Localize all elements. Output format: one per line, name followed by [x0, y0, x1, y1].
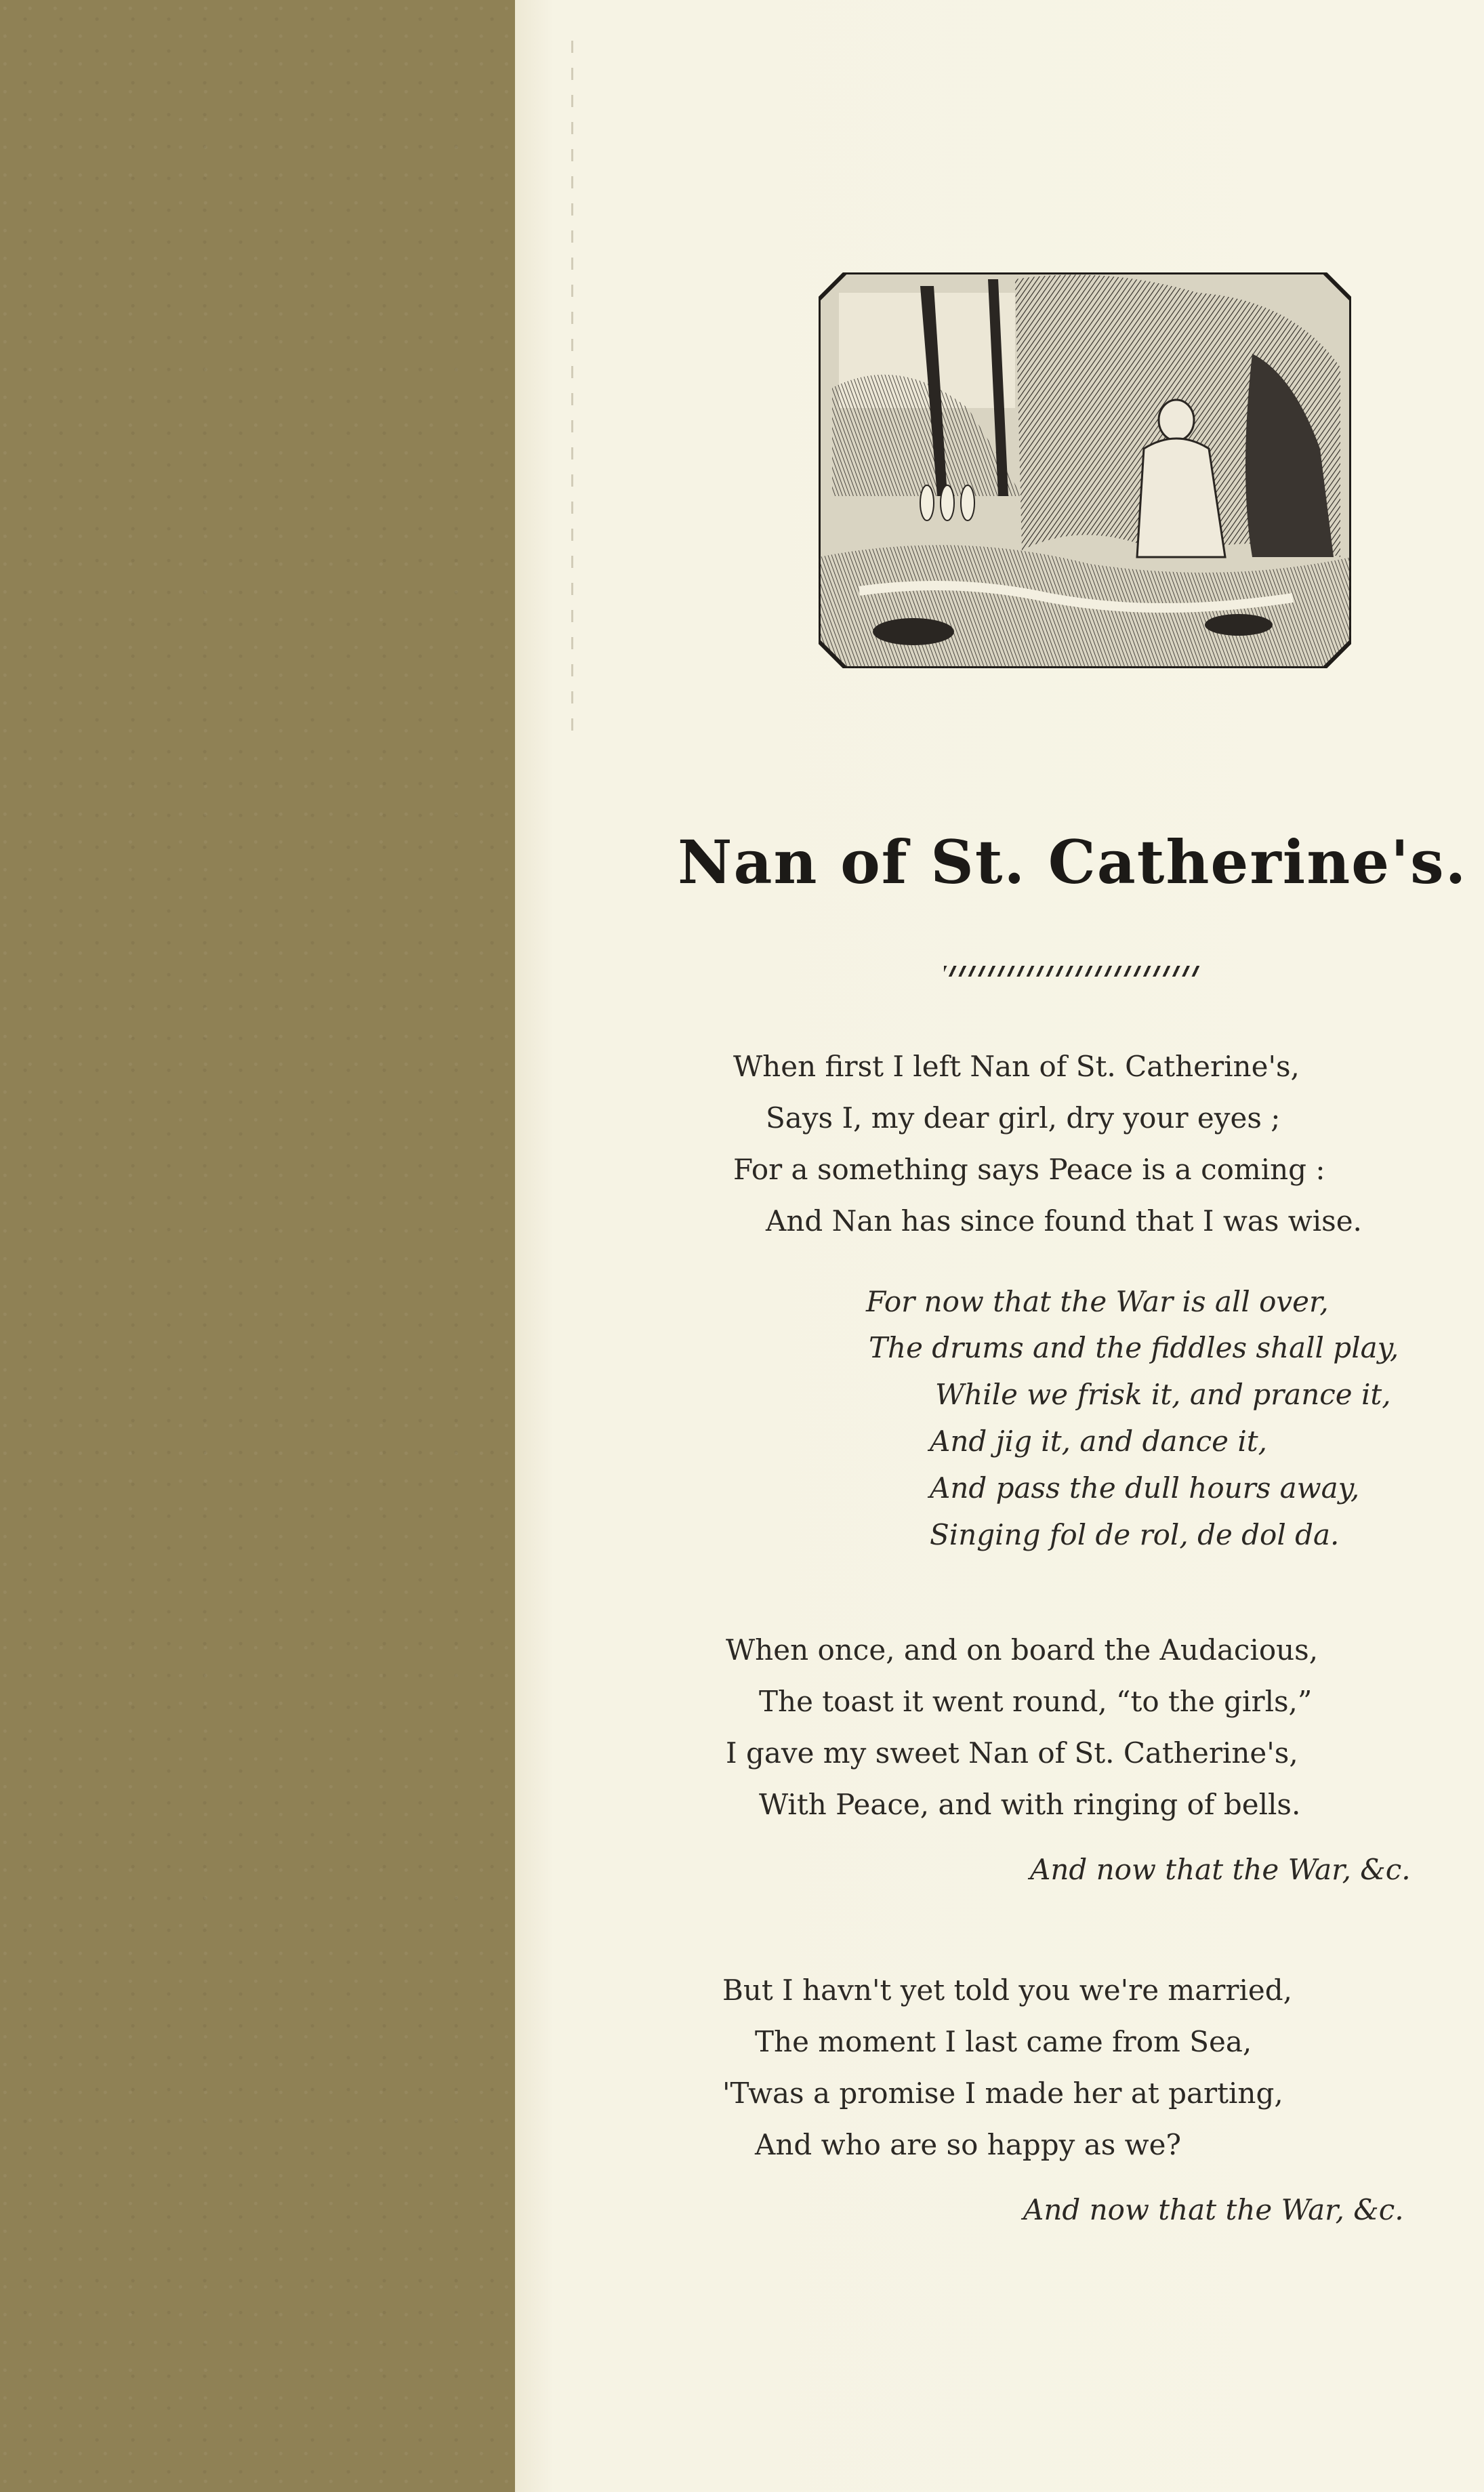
stanza2-line3: I gave my sweet Nan of St. Catherine's, [726, 1736, 1298, 1770]
title-divider [944, 966, 1201, 977]
stanza3-line3: 'Twas a promise I made her at parting, [722, 2077, 1283, 2110]
stanza1-line4: And Nan has since found that I was wise. [766, 1204, 1362, 1238]
chorus-line2: The drums and the fiddles shall play, [869, 1331, 1399, 1364]
stanza1-line2: Says I, my dear girl, dry your eyes ; [766, 1101, 1281, 1135]
stanza1-line1: When first I left Nan of St. Catherine's, [733, 1050, 1300, 1083]
poem-title: Nan of St. Catherine's. [678, 827, 1468, 897]
binding-gutter [571, 41, 573, 732]
woodcut-illustration [819, 272, 1351, 668]
stanza2-line4: With Peace, and with ringing of bells. [759, 1788, 1301, 1821]
refrain-1: And now that the War, &c. [1030, 1853, 1411, 1886]
stanza3-line2: The moment I last came from Sea, [755, 2025, 1252, 2058]
stanza3-line1: But I havn't yet told you we're married, [722, 1974, 1292, 2007]
chorus-line3: While we frisk it, and prance it, [935, 1378, 1391, 1411]
refrain-2: And now that the War, &c. [1023, 2193, 1404, 2226]
stanza2-line1: When once, and on board the Audacious, [726, 1633, 1319, 1667]
chorus-line5: And pass the dull hours away, [930, 1471, 1360, 1505]
cover-board [0, 0, 515, 2492]
chorus-line1: For now that the War is all over, [866, 1285, 1329, 1318]
stanza3-line4: And who are so happy as we? [755, 2128, 1181, 2161]
chorus-line4: And jig it, and dance it, [930, 1425, 1268, 1458]
chorus-line6: Singing fol de rol, de dol da. [930, 1518, 1340, 1551]
stanza1-line3: For a something says Peace is a coming : [733, 1153, 1325, 1186]
stanza2-line2: The toast it went round, “to the girls,” [759, 1685, 1313, 1718]
